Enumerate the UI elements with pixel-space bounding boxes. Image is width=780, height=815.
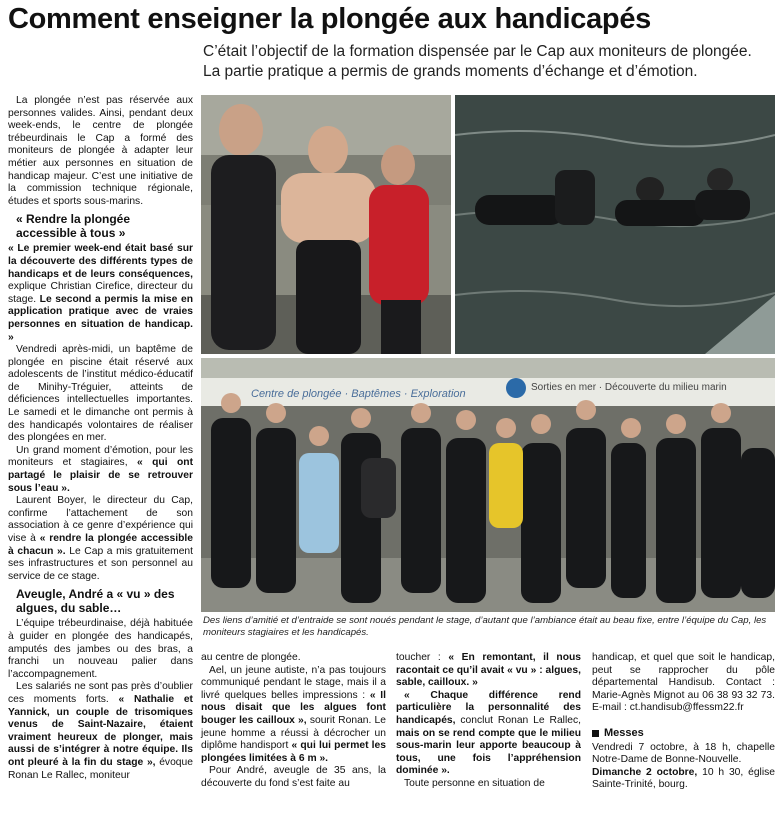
- photo-divers-water: [455, 95, 775, 354]
- banner-text-right: Sorties en mer · Découverte du milieu marin: [531, 382, 727, 393]
- photo-divers-quay: [201, 95, 451, 354]
- paragraph: L’équipe trébeurdinaise, déjà habituée à guider en plongée des handicapés, amputés des jambes ou des bras, a franchi un nouveau palier dans l’accompagnement.: [8, 618, 193, 680]
- standfirst-line-1: C’était l’objectif de la formation dispensée par le Cap aux moniteurs de plongée.: [203, 43, 752, 60]
- standfirst: [203, 42, 778, 82]
- photo-group: [201, 358, 775, 612]
- article-column-1: [8, 95, 193, 782]
- article-column-3: [396, 652, 581, 791]
- paragraph: Les salariés ne sont pas près d’oublier ces moments forts. « Nathalie et Yannick, un couple de trisomiques venus de Saint-Nazaire, étaient vraiment heureux de plonger, mais aussi de s’intégrer à notre équipe. Ils ont pleuré à la fin du stage », évoque Ronan Le Rallec, moniteur: [8, 681, 193, 781]
- paragraph: Vendredi après-midi, un baptême de plongée en piscine était réservé aux adolescents de l’institut médico-éducatif de Minihy-Tréguier, atteints de déficiences intellectuelles importantes. Le samedi et le dimanche ont permis à des handicapés volontaires de réaliser des plongées en mer.: [8, 344, 193, 444]
- paragraph: La plongée n’est pas réservée aux personnes valides. Ainsi, pendant deux week-ends, le centre de plongée trébeurdinais le Cap a formé des moniteurs de plongée à adapter leur métier aux personnes en situation de handicap majeur. C’est une initiative de la commission technique régionale, études et sports sous-marins.: [8, 95, 193, 207]
- paragraph: Dimanche 2 octobre, 10 h 30, église Sainte-Trinité, bourg.: [592, 766, 776, 791]
- article-column-2: [201, 652, 386, 791]
- article-column-4: [592, 652, 775, 792]
- banner-text-left: Centre de plongée · Baptêmes · Exploration: [251, 388, 466, 400]
- paragraph: au centre de plongée.: [201, 652, 301, 663]
- paragraph: handicap, et quel que soit le handicap, peut se rapprocher du pôle départemental Handisub. Contact : Marie-Agnès Mignot au 06 38 93 32 73. E-mail : ct.handisub@ffessm22.fr: [592, 652, 775, 714]
- paragraph: Un grand moment d’émotion, pour les moniteurs et stagiaires, « qui ont partagé le plaisir de se retrouver sous l’eau ».: [8, 444, 193, 494]
- paragraph: Vendredi 7 octobre, à 18 h, chapelle Notre-Dame de Bonne-Nouvelle.: [592, 741, 775, 766]
- paragraph: Laurent Boyer, le directeur du Cap, confirme l’attachement de son association à ce genre d’expérience qui vise à « rendre la plongée accessible à chacun ». Le Cap a mis gratuitement ses infrastructures et son personnel au service de ce stage.: [8, 495, 194, 582]
- subheading-accessible: « Rendre la plongée accessible à tous »: [16, 212, 131, 241]
- headline: Comment enseigner la plongée aux handicapés: [8, 3, 651, 35]
- paragraph: Toute personne en situation de: [404, 777, 545, 789]
- paragraph: « Chaque différence rend particulière la personnalité des handicapés, conclut Ronan Le Rallec, mais on se rend compte que le milieu sous-marin leur apporte beaucoup à tous, une fois l’appréhension dominée ».: [396, 689, 581, 777]
- photo-caption: Des liens d’amitié et d’entraide se sont noués pendant le stage, d’autant que l’ambiance était au beau fixe, entre l’équipe du Cap, les moniteurs stagiaires et les handicapés.: [203, 615, 767, 638]
- messes-heading: Messes: [592, 727, 775, 740]
- square-bullet-icon: [592, 730, 599, 737]
- paragraph: Pour André, aveugle de 35 ans, la découverte du fond s’est faite au: [201, 765, 386, 789]
- paragraph: « Le premier week-end était basé sur la découverte des différents types de handicaps et de leurs conséquences, explique Christian Cirefice, directeur du stage. Le second a permis la mise en application pratique avec de vraies personnes en situation de handicap. »: [8, 243, 193, 343]
- paragraph: toucher : « En remontant, il nous racontait ce qu’il avait « vu » : algues, sable, cailloux. »: [396, 652, 581, 689]
- paragraph: Ael, un jeune autiste, n’a pas toujours communiqué pendant le stage, mais il a livré quelques belles impressions : « Il nous disait que les algues font bouger les cailloux », sourit Ronan. Le jeune homme a réussi à décrocher un diplôme handisport « qui lui permet les plongées limitées à 6 m ».: [201, 664, 387, 764]
- subheading-andre: Aveugle, André a « vu » des algues, du sable…: [16, 587, 175, 616]
- standfirst-line-2: La partie pratique a permis de grands moments d’échange et d’émotion.: [203, 63, 698, 80]
